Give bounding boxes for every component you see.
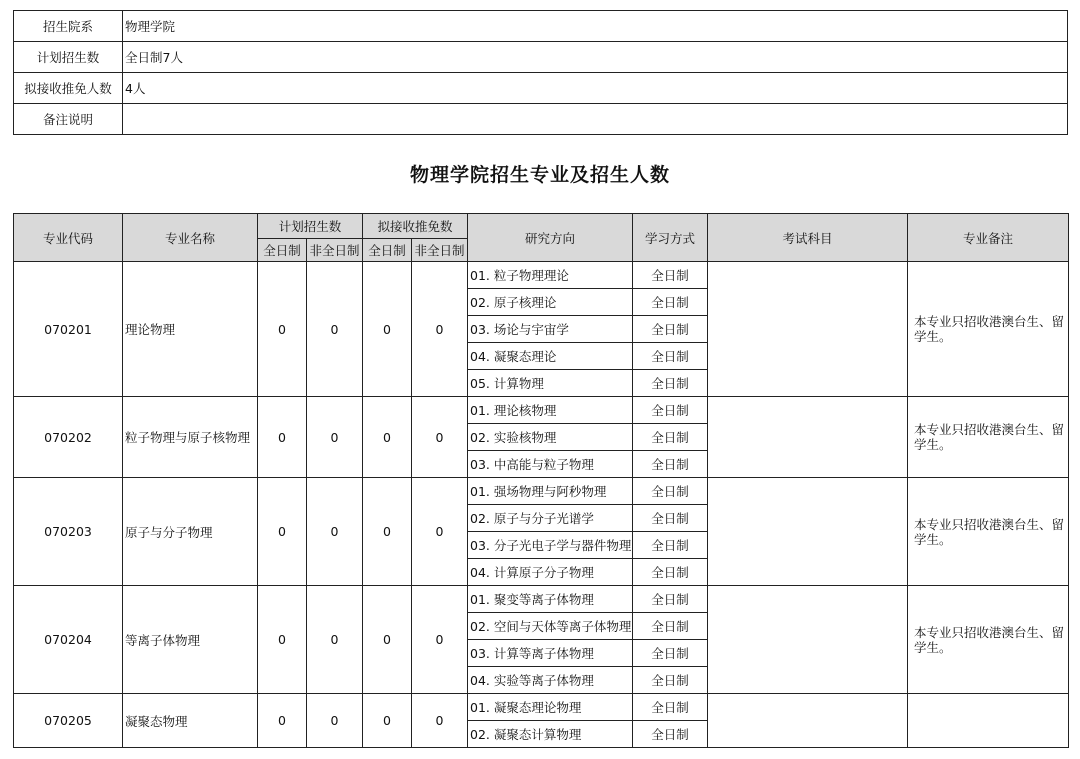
research-direction: 04. 实验等离子体物理: [468, 667, 633, 694]
study-mode: 全日制: [633, 559, 708, 586]
major-code: 070201: [14, 262, 123, 397]
tuimian-parttime-count: 0: [412, 478, 468, 586]
study-mode: 全日制: [633, 721, 708, 748]
exam-subjects: [708, 397, 908, 478]
info-value: 物理学院: [123, 11, 1068, 42]
table-row: [14, 262, 1069, 289]
research-direction: 02. 凝聚态计算物理: [468, 721, 633, 748]
info-label: 拟接收推免人数: [14, 73, 123, 104]
research-direction: 03. 中高能与粒子物理: [468, 451, 633, 478]
study-mode: 全日制: [633, 370, 708, 397]
research-direction: 01. 聚变等离子体物理: [468, 586, 633, 613]
major-note: 本专业只招收港澳台生、留学生。: [908, 397, 1069, 478]
exam-subjects: [708, 694, 908, 748]
major-name: 理论物理: [123, 262, 258, 397]
table-row: [14, 397, 1069, 424]
header-tuimian: 拟接收推免数: [363, 214, 468, 239]
plan-parttime-count: 0: [307, 586, 363, 694]
table-row: [14, 478, 1069, 505]
research-direction: 02. 原子与分子光谱学: [468, 505, 633, 532]
header-code: 专业代码: [14, 214, 123, 262]
research-direction: 02. 空间与天体等离子体物理: [468, 613, 633, 640]
major-name: 原子与分子物理: [123, 478, 258, 586]
info-row: [14, 104, 1068, 135]
research-direction: 01. 理论核物理: [468, 397, 633, 424]
info-label: 计划招生数: [14, 42, 123, 73]
exam-subjects: [708, 262, 908, 397]
header-mode: 学习方式: [633, 214, 708, 262]
study-mode: 全日制: [633, 640, 708, 667]
majors-table-header: [14, 214, 1069, 262]
table-row: [14, 694, 1069, 721]
plan-fulltime-count: 0: [258, 478, 307, 586]
tuimian-parttime-count: 0: [412, 262, 468, 397]
tuimian-fulltime-count: 0: [363, 694, 412, 748]
majors-table-body: [14, 262, 1069, 748]
page-title: 物理学院招生专业及招生人数: [409, 164, 670, 186]
major-note: 本专业只招收港澳台生、留学生。: [908, 478, 1069, 586]
admission-info-body: [14, 11, 1068, 135]
header-tuimian-fulltime: 全日制: [363, 239, 412, 262]
info-label: 备注说明: [14, 104, 123, 135]
info-value: [123, 104, 1068, 135]
admission-info-table: [13, 10, 1068, 135]
tuimian-parttime-count: 0: [412, 586, 468, 694]
study-mode: 全日制: [633, 343, 708, 370]
info-value: 4人: [123, 73, 1068, 104]
major-note: [908, 694, 1069, 748]
study-mode: 全日制: [633, 424, 708, 451]
info-label: 招生院系: [14, 11, 123, 42]
tuimian-parttime-count: 0: [412, 397, 468, 478]
majors-table: [13, 213, 1069, 748]
study-mode: 全日制: [633, 586, 708, 613]
header-note: 专业备注: [908, 214, 1069, 262]
plan-fulltime-count: 0: [258, 262, 307, 397]
header-plan-fulltime: 全日制: [258, 239, 307, 262]
info-row: [14, 11, 1068, 42]
research-direction: 04. 凝聚态理论: [468, 343, 633, 370]
research-direction: 02. 实验核物理: [468, 424, 633, 451]
info-row: [14, 42, 1068, 73]
tuimian-fulltime-count: 0: [363, 262, 412, 397]
exam-subjects: [708, 586, 908, 694]
header-direction: 研究方向: [468, 214, 633, 262]
research-direction: 05. 计算物理: [468, 370, 633, 397]
research-direction: 04. 计算原子分子物理: [468, 559, 633, 586]
plan-parttime-count: 0: [307, 478, 363, 586]
study-mode: 全日制: [633, 505, 708, 532]
table-row: [14, 586, 1069, 613]
tuimian-fulltime-count: 0: [363, 586, 412, 694]
study-mode: 全日制: [633, 478, 708, 505]
tuimian-parttime-count: 0: [412, 694, 468, 748]
major-name: 粒子物理与原子核物理: [123, 397, 258, 478]
research-direction: 03. 计算等离子体物理: [468, 640, 633, 667]
research-direction: 03. 分子光电子学与器件物理: [468, 532, 633, 559]
info-row: [14, 73, 1068, 104]
exam-subjects: [708, 478, 908, 586]
header-plan-parttime: 非全日制: [307, 239, 363, 262]
tuimian-fulltime-count: 0: [363, 397, 412, 478]
study-mode: 全日制: [633, 289, 708, 316]
major-code: 070202: [14, 397, 123, 478]
research-direction: 01. 强场物理与阿秒物理: [468, 478, 633, 505]
plan-fulltime-count: 0: [258, 586, 307, 694]
major-note: 本专业只招收港澳台生、留学生。: [908, 586, 1069, 694]
study-mode: 全日制: [633, 316, 708, 343]
tuimian-fulltime-count: 0: [363, 478, 412, 586]
study-mode: 全日制: [633, 262, 708, 289]
plan-fulltime-count: 0: [258, 397, 307, 478]
major-name: 等离子体物理: [123, 586, 258, 694]
info-value: 全日制7人: [123, 42, 1068, 73]
major-note: 本专业只招收港澳台生、留学生。: [908, 262, 1069, 397]
plan-parttime-count: 0: [307, 397, 363, 478]
study-mode: 全日制: [633, 667, 708, 694]
major-code: 070204: [14, 586, 123, 694]
major-code: 070205: [14, 694, 123, 748]
plan-fulltime-count: 0: [258, 694, 307, 748]
research-direction: 02. 原子核理论: [468, 289, 633, 316]
plan-parttime-count: 0: [307, 694, 363, 748]
research-direction: 01. 粒子物理理论: [468, 262, 633, 289]
study-mode: 全日制: [633, 451, 708, 478]
study-mode: 全日制: [633, 532, 708, 559]
header-exam: 考试科目: [708, 214, 908, 262]
study-mode: 全日制: [633, 613, 708, 640]
study-mode: 全日制: [633, 694, 708, 721]
major-name: 凝聚态物理: [123, 694, 258, 748]
header-name: 专业名称: [123, 214, 258, 262]
research-direction: 01. 凝聚态理论物理: [468, 694, 633, 721]
header-plan: 计划招生数: [258, 214, 363, 239]
major-code: 070203: [14, 478, 123, 586]
research-direction: 03. 场论与宇宙学: [468, 316, 633, 343]
header-tuimian-parttime: 非全日制: [412, 239, 468, 262]
plan-parttime-count: 0: [307, 262, 363, 397]
study-mode: 全日制: [633, 397, 708, 424]
